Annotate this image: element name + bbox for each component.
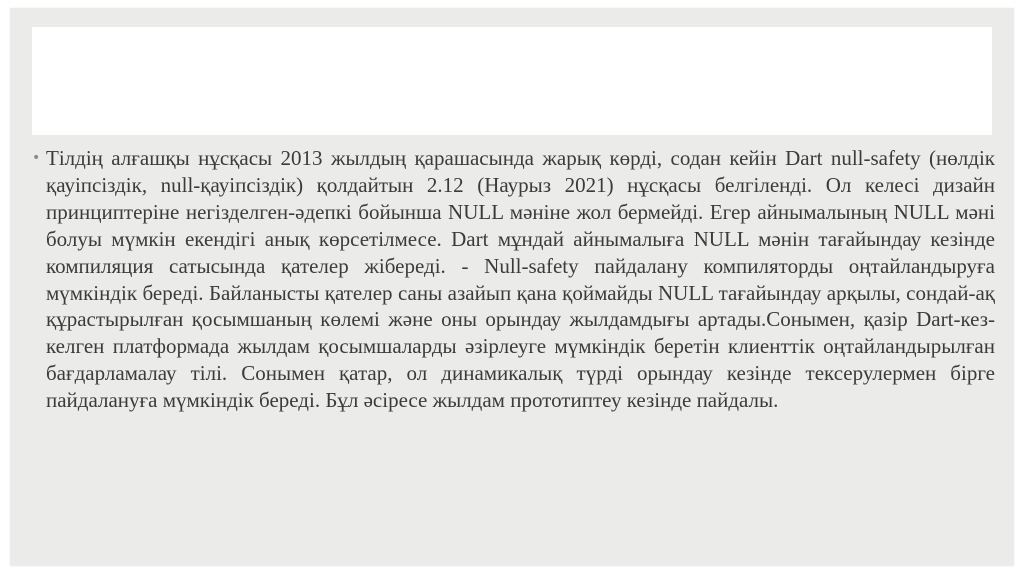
content-list — [32, 145, 995, 414]
slide — [10, 8, 1014, 566]
bullet-text: Тілдің алғашқы нұсқасы 2013 жылдың қарашасында жарық көрді, содан кейін Dart null-safety (нөлдік қауіпсіздік, null-қауіпсіздік) қолдайтын 2.12 (Наурыз 2021) нұсқасы белгіленді. Ол келесі дизайн принциптеріне негізделген-әдепкі бойынша NULL мәніне жол бермейді. Егер айнымалының NULL мәні болуы мүмкін екендігі анық көрсетілмесе. Dart мұндай айнымалыға NULL мәнін тағайындау кезінде компиляция сатысында қателер жібереді. - Null-safety пайдалану компиляторды оңтайландыруға мүмкіндік береді. Байланысты қателер саны азайып қана қоймайды NULL тағайындау арқылы, сондай-ақ құрастырылған қосымшаның көлемі және оны орындау жылдамдығы артады.Сонымен, қазір Dart-кез-келген платформада жылдам қосымшаларды әзірлеуге мүмкіндік беретін клиенттік оңтайландырылған бағдарламалау тілі. Сонымен қатар, ол динамикалық түрді орындау кезінде тексерулермен бірге пайдалануға мүмкіндік береді. Бұл әсіресе жылдам прототиптеу кезінде пайдалы. — [46, 146, 995, 413]
bullet-icon: • — [32, 150, 41, 166]
title-placeholder — [32, 27, 992, 135]
list-item — [32, 145, 995, 414]
